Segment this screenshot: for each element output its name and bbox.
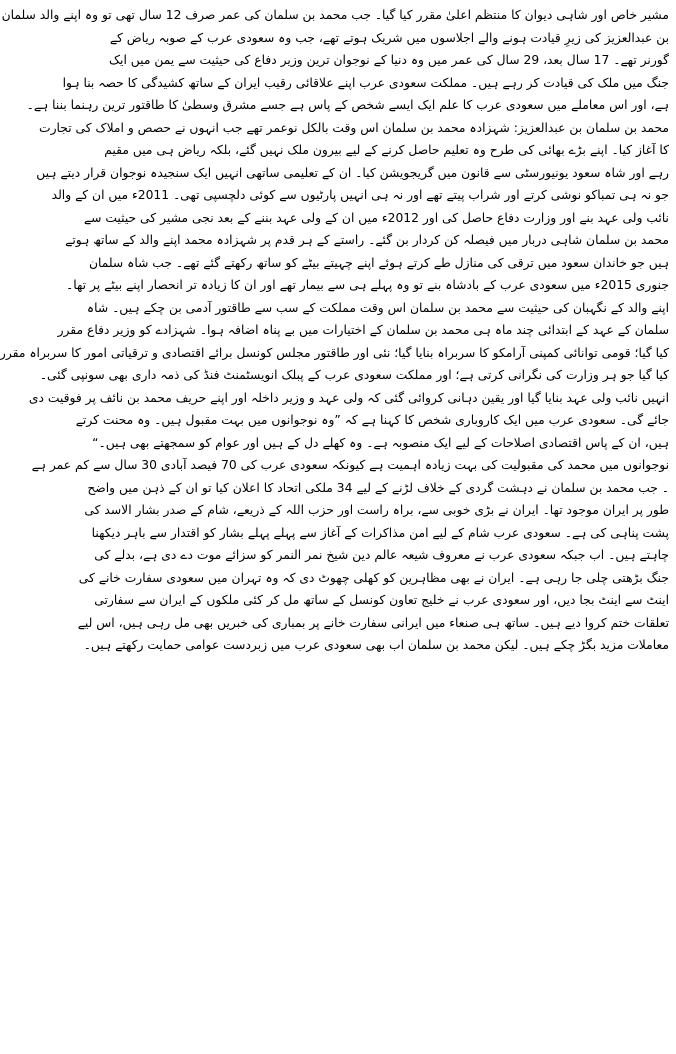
article-page <box>0 4 669 1046</box>
text-line: جو نہ ہی تمباکو نوشی کرتے اور شراب پیتے تھے اور نہ ہی انہیں پارٹیوں سے کوئی دلچسپی تھی۔ 2011ء میں ان کے والد <box>51 188 669 202</box>
text-line: نوجوانوں میں محمد کی مقبولیت کی بہت زیادہ اہمیت ہے کیونکہ سعودی عرب کی 70 فیصد آبادی 30 سال سے کم عمر ہے <box>31 458 669 472</box>
text-line: انہیں نائب ولی عہد بنایا گیا اور یقین دہانی کروائی گئی کہ ولی عہد و وزیر داخلہ اور اپنے حریف محمد بن نائف پر فوقیت دی <box>28 390 669 405</box>
text-line: معاملات مزید بگڑ چکے ہیں۔ لیکن محمد بن سلمان اب بھی سعودی عرب میں زبردست عوامی حمایت رکھتے ہیں۔ <box>83 638 669 652</box>
text-line: بن عبدالعزیز کی زیرِ قیادت ہونے والے اجلاسوں میں شریک ہوتے تھے، جب وہ سعودی عرب کے صوبہ ریاض کے <box>109 30 669 45</box>
text-line: نائب ولی عہد بنے اور وزارت دفاع حاصل کی اور 2012ء میں ان کے ولی عہد بننے کے بعد نجی مشیر کی حیثیت سے <box>83 210 669 225</box>
text-line: جنوری 2015ء میں سعودی عرب کے بادشاہ بنے تو وہ پہلے ہی سے بیمار تھے اور ان کا زیادہ تر انحصار اپنے بیٹے پر تھا۔ <box>66 278 669 292</box>
text-line: کا آغاز کیا۔ اپنے بڑے بھائی کی طرح وہ تعلیم حاصل کرنے کے لیے بیرون ملک نہیں گئے، بلکہ ریاض ہی میں مقیم <box>104 143 669 157</box>
text-line: محمد بن سلمان شاہی دربار میں فیصلہ کن کردار بن گئے۔ راستے کے ہر قدم پر شہزادہ محمد اپنے والد کے ساتھ ہوتے <box>65 233 669 247</box>
paragraph-3 <box>0 297 669 657</box>
text-line: اپنے والد کے نگہبان کی حیثیت سے محمد بن سلمان اس وقت مملکت کے سب سے طاقتور آدمی بن چکے ہیں۔ شاہ <box>86 300 669 315</box>
text-line: جائے گی۔ سعودی عرب میں ایک کاروباری شخص کا کہنا ہے کہ ”وہ نوجوانوں میں بہت مقبول ہیں۔ وہ محنت کرتے <box>75 413 669 427</box>
text-line: کیا گیا جو ہر وزارت کی نگرانی کرتی ہے؛ اور مملکت سعودی عرب کے پبلک انویسٹمنٹ فنڈ کی ذمہ داری بھی سونپی گئی۔ <box>39 368 669 382</box>
text-line: ہے، اور اس معاملے میں سعودی عرب کا علم ایک ایسے شخص کے پاس ہے جسے مشرق وسطیٰ کا طاقتور ترین رہنما بننا ہے۔ <box>26 98 669 112</box>
text-line: کیا گیا؛ قومی توانائی کمپنی آرامکو کا سربراہ بنایا گیا؛ نئی اور طاقتور مجلس کونسل برائے اقتصادی و ترقیاتی امور کا سربراہ مقرر <box>0 345 669 360</box>
text-line: تعلقات ختم کروا دیے ہیں۔ ساتھ ہی صنعاء میں ایرانی سفارت خانے پر بمباری کی خبریں بھی مل رہی ہیں، اس لیے <box>77 615 669 630</box>
paragraph-1 <box>1 4 669 117</box>
text-line: رہے اور شاہ سعود یونیورسٹی سے قانون میں گریجویشن کیا۔ ان کے تعلیمی ساتھی انہیں ایک سنجیدہ نوجوان قرار دیتے ہیں <box>36 165 669 180</box>
text-line: سلمان کے عہد کے ابتدائی چند ماہ ہی محمد بن سلمان کے اختیارات میں بے پناہ اضافہ ہوا۔ شہزادے کو وزیر دفاع مقرر <box>57 323 669 337</box>
text-line: طور پر ایران موجود تھا۔ ایران نے بڑی خوبی سے، براہ راست اور حزب اللہ کے ذریعے، شام کے صدر بشار الاسد کی <box>84 503 669 517</box>
text-line: ۔ جب محمد بن سلمان نے دہشت گردی کے خلاف لڑنے کے لیے 34 ملکی اتحاد کا اعلان کیا تو ان کے ذہن میں واضح <box>87 480 669 495</box>
text-line: محمد بن سلمان بن عبدالعزیز: شہزادہ محمد بن سلمان اس وقت بالکل نوعمر تھے جب انہوں نے حصص و املاک کی تجارت <box>39 120 669 135</box>
paragraph-2 <box>36 117 669 297</box>
text-line: گورنر تھے۔ 17 سال بعد، 29 سال کی عمر میں وہ دنیا کے نوجوان ترین وزیر دفاع کی حیثیت سے یمن میں ایک <box>109 53 669 67</box>
text-line: اینٹ سے اینٹ بجا دیں، اور سعودی عرب نے خلیج تعاون کونسل کے ساتھ مل کر کئی ملکوں کے ایران سے سفارتی <box>94 593 669 607</box>
text-line: جنگ میں ملک کی قیادت کر رہے ہیں۔ مملکت سعودی عرب اپنے علاقائی رقیب ایران کے ساتھ کشیدگی کا حصہ بنا ہوا <box>62 75 669 90</box>
text-line: چاہتے ہیں۔ اب جبکہ سعودی عرب نے معروف شیعہ عالم دین شیخ نمر النمر کو سزائے موت دے دی ہے، بدلے کی <box>94 548 669 562</box>
text-line: جنگ بڑھتی چلی جا رہی ہے۔ ایران نے بھی مظاہرین کو کھلی چھوٹ دی کہ وہ تہران میں سعودی سفارت خانے کی <box>78 570 669 585</box>
text-line: ہیں، ان کے پاس اقتصادی اصلاحات کے لیے ایک منصوبہ ہے۔ وہ کھلے دل کے ہیں اور عوام کو سمجھتے بھی ہیں۔“ <box>92 435 669 450</box>
text-line: مشیر خاص اور شاہی دیوان کا منتظم اعلیٰ مقرر کیا گیا۔ جب محمد بن سلمان کی عمر صرف 12 سال تھی تو وہ اپنے والد سلمان <box>1 8 669 22</box>
text-line: پشت پناہی کی ہے۔ سعودی عرب شام کے لیے امن مذاکرات کے آغاز سے پہلے پہلے بشار کو اقتدار سے باہر دیکھنا <box>91 525 669 540</box>
text-line: ہیں جو خاندان سعود میں ترقی کی منازل طے کرتے ہوئے اپنے چہیتے بیٹے کو ساتھ رکھتے گئے تھے۔ جب شاہ سلمان <box>88 255 669 270</box>
